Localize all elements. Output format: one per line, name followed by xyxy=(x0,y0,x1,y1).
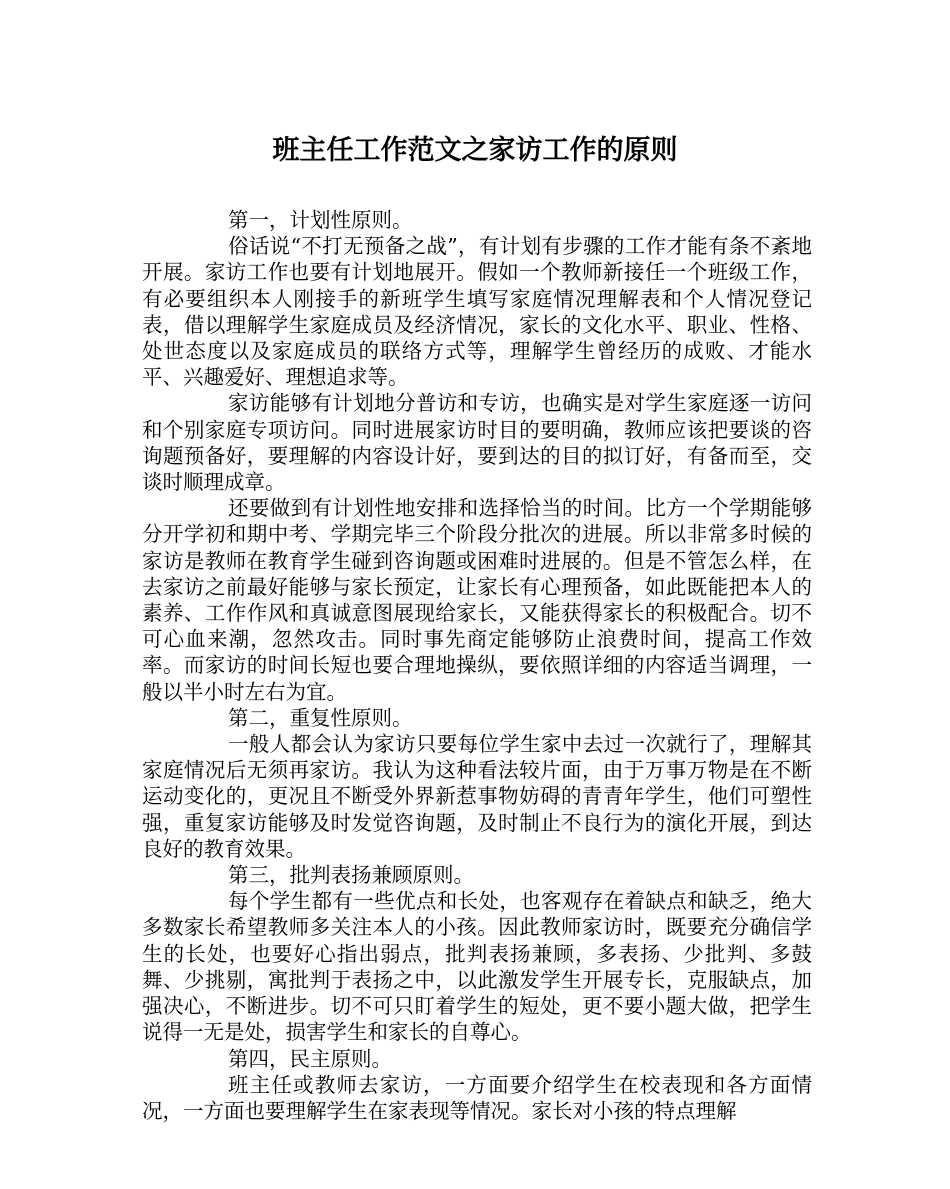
paragraph: 俗话说“不打无预备之战”，有计划有步骤的工作才能有条不紊地开展。家访工作也要有计划地展开。假如一个教师新接任一个班级工作，有必要组织本人刚接手的新班学生填写家庭情况理解表和个人情况登记表，借以理解学生家庭成员及经济情况，家长的文化水平、职业、性格、处世态度以及家庭成员的联络方式等，理解学生曾经历的成败、才能水平、兴趣爱好、理想追求等。 xyxy=(142,234,812,390)
paragraph: 每个学生都有一些优点和长处，也客观存在着缺点和缺乏，绝大多数家长希望教师多关注本人的小孩。因此教师家访时，既要充分确信学生的长处，也要好心指出弱点，批判表扬兼顾，多表扬、少批判、多鼓舞、少挑剔，寓批判于表扬之中，以此激发学生开展专长，克服缺点，加强决心，不断进步。切不可只盯着学生的短处，更不要小题大做，把学生说得一无是处，损害学生和家长的自尊心。 xyxy=(142,889,812,1045)
section-heading-repetition: 第二，重复性原则。 xyxy=(228,705,413,730)
document-body xyxy=(142,207,812,1124)
section-heading-criticism-praise: 第三，批判表扬兼顾原则。 xyxy=(228,863,474,888)
paragraph: 班主任或教师去家访，一方面要介绍学生在校表现和各方面情况，一方面也要理解学生在家表现等情况。家长对小孩的特点理解 xyxy=(142,1072,812,1123)
paragraph: 一般人都会认为家访只要每位学生家中去过一次就行了，理解其家庭情况后无须再家访。我认为这种看法较片面，由于万事万物是在不断运动变化的，更况且不断受外界新惹事物妨碍的青青年学生，他们可塑性强，重复家访能够及时发觉咨询题，及时制止不良行为的演化开展，到达良好的教育效果。 xyxy=(142,732,812,861)
document-title: 班主任工作范文之家访工作的原则 xyxy=(272,135,678,166)
section-heading-planning: 第一，计划性原则。 xyxy=(228,208,413,232)
paragraph: 家访能够有计划地分普访和专访，也确实是对学生家庭逐一访问和个别家庭专项访问。同时进展家访时目的要明确，教师应该把要谈的咨询题预备好，要理解的内容设计好，要到达的目的拟订好，有备而至，交谈时顺理成章。 xyxy=(142,391,812,495)
section-heading-democracy: 第四，民主原则。 xyxy=(228,1046,392,1071)
paragraph: 还要做到有计划性地安排和选择恰当的时间。比方一个学期能够分开学初和期中考、学期完毕三个阶段分批次的进展。所以非常多时候的家访是教师在教育学生碰到咨询题或困难时进展的。但是不管怎么样，在去家访之前最好能够与家长预定，让家长有心理预备，如此既能把本人的素养、工作作风和真诚意图展现给家长，又能获得家长的积极配合。切不可心血来潮，忽然攻击。同时事先商定能够防止浪费时间，提高工作效率。而家访的时间长短也要合理地操纵，要依照详细的内容适当调理，一般以半小时左右为宜。 xyxy=(142,496,812,704)
